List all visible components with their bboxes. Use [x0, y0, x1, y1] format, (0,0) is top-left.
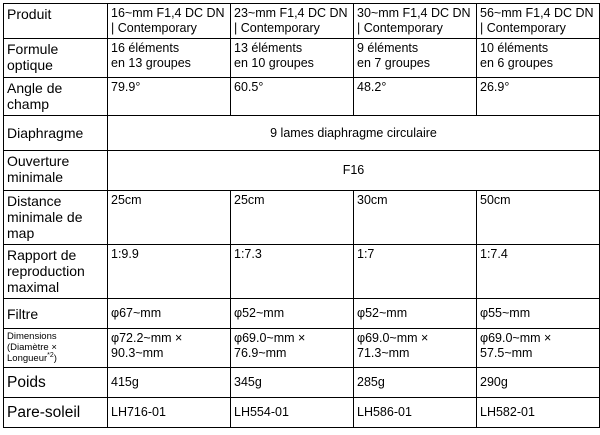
paresoleil-value: LH586-01 — [354, 398, 477, 428]
poids-value: 345g — [231, 368, 354, 398]
poids-value: 415g — [108, 368, 231, 398]
poids-label: Poids — [4, 368, 108, 398]
formule-value: 9 éléments en 7 groupes — [354, 39, 477, 78]
rapport-label: Rapport de reproduction maximal — [4, 245, 108, 299]
paresoleil-label: Pare-soleil — [4, 398, 108, 428]
paresoleil-value: LH554-01 — [231, 398, 354, 428]
row-rapport — [4, 245, 600, 299]
distance-value: 50cm — [477, 191, 600, 245]
poids-value: 290g — [477, 368, 600, 398]
produit-value: 16~mm F1,4 DC DN | Contemporary — [108, 4, 231, 39]
produit-value: 23~mm F1,4 DC DN | Contemporary — [231, 4, 354, 39]
poids-value: 285g — [354, 368, 477, 398]
formule-value: 13 éléments en 10 groupes — [231, 39, 354, 78]
dimensions-value: φ69.0~mm × 57.5~mm — [477, 329, 600, 368]
row-distance — [4, 191, 600, 245]
distance-value: 25cm — [231, 191, 354, 245]
filtre-value: φ67~mm — [108, 299, 231, 329]
distance-value: 25cm — [108, 191, 231, 245]
paresoleil-value: LH582-01 — [477, 398, 600, 428]
angle-value: 79.9° — [108, 78, 231, 116]
angle-value: 26.9° — [477, 78, 600, 116]
row-formule — [4, 39, 600, 78]
row-poids — [4, 368, 600, 398]
diaphragme-value: 9 lames diaphragme circulaire — [108, 116, 600, 151]
row-dimensions — [4, 329, 600, 368]
produit-label: Produit — [4, 4, 108, 39]
angle-label: Angle de champ — [4, 78, 108, 116]
formule-value: 16 éléments en 13 groupes — [108, 39, 231, 78]
dimensions-value: φ69.0~mm × 76.9~mm — [231, 329, 354, 368]
row-ouverture — [4, 151, 600, 191]
distance-label: Distance minimale de map — [4, 191, 108, 245]
rapport-value: 1:7.3 — [231, 245, 354, 299]
row-angle — [4, 78, 600, 116]
ouverture-label: Ouverture minimale — [4, 151, 108, 191]
distance-value: 30cm — [354, 191, 477, 245]
paresoleil-value: LH716-01 — [108, 398, 231, 428]
dimensions-value: φ69.0~mm × 71.3~mm — [354, 329, 477, 368]
produit-value: 56~mm F1,4 DC DN | Contemporary — [477, 4, 600, 39]
angle-value: 60.5° — [231, 78, 354, 116]
ouverture-value: F16 — [108, 151, 600, 191]
filtre-value: φ55~mm — [477, 299, 600, 329]
formule-label: Formule optique — [4, 39, 108, 78]
rapport-value: 1:9.9 — [108, 245, 231, 299]
dimensions-value: φ72.2~mm × 90.3~mm — [108, 329, 231, 368]
formule-value: 10 éléments en 6 groupes — [477, 39, 600, 78]
produit-value: 30~mm F1,4 DC DN | Contemporary — [354, 4, 477, 39]
spec-table — [3, 3, 600, 428]
dimensions-label: Dimensions (Diamètre × Longueur$^{*2}$) — [4, 329, 108, 368]
rapport-value: 1:7.4 — [477, 245, 600, 299]
filtre-value: φ52~mm — [231, 299, 354, 329]
row-diaphragme — [4, 116, 600, 151]
angle-value: 48.2° — [354, 78, 477, 116]
row-produit — [4, 4, 600, 39]
row-filtre — [4, 299, 600, 329]
row-paresoleil — [4, 398, 600, 428]
rapport-value: 1:7 — [354, 245, 477, 299]
filtre-value: φ52~mm — [354, 299, 477, 329]
filtre-label: Filtre — [4, 299, 108, 329]
diaphragme-label: Diaphragme — [4, 116, 108, 151]
